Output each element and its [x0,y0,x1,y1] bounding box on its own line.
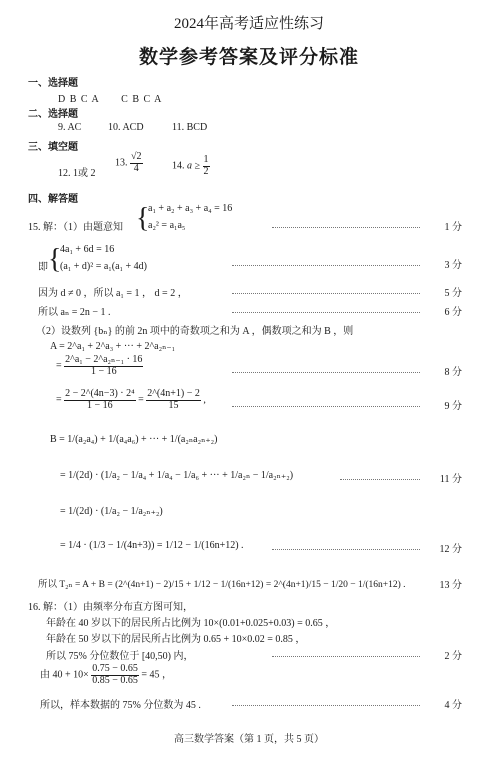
answer-10: 10. ACD [108,122,144,133]
document-title: 数学参考答案及评分标准 [138,47,359,68]
q15-system-2 [48,244,148,275]
leader-dots [232,265,420,266]
denominator: 15 [168,399,179,411]
brace-symbol: { [48,244,62,275]
score-mark: 8 分 [444,367,462,378]
score-mark: 4 分 [444,700,462,711]
q15-B-step1: = 1/(2d) · (1/a₂ − 1/a₄ + 1/a₄ − 1/a₆ + ··· + 1/a₂ₙ − 1/a₂ₙ₊₂) [60,470,294,481]
score-mark: 3 分 [444,260,462,271]
section-heading-fill: 三、填空题 [28,142,78,153]
answer-13-denominator: 4 [133,162,139,174]
q16-l4-suffix: = 45 ， [141,669,173,681]
q16-line-3: 所以 75% 分位数位于 [40,50) 内， [46,651,194,662]
numerator: 0.75 − 0.65 [92,663,138,674]
section-heading-choice: 一、选择题 [28,78,78,89]
score-mark: 13 分 [439,580,462,591]
q15-sys2-line1: 4a₁ + 6d = 16 [60,244,115,255]
q15-A-definition: A = 2^a₁ + 2^a₃ + ··· + 2^a₂ₙ₋₁ [50,341,176,352]
leader-dots [272,227,420,228]
leader-dots [232,372,420,373]
q15-T-result: 所以 T₂ₙ = A + B = (2^(4n+1) − 2)/15 + 1/12 − 1/(16n+12) = 2^(4n+1)/15 − 1/20 − 1/(16n+12) . [38,580,406,590]
brace-symbol: { [136,203,150,234]
score-mark: 12 分 [439,544,462,555]
fraction [64,355,143,377]
q15-B-definition: B = 1/(a₂a₄) + 1/(a₄a₆) + ··· + 1/(a₂ₙa₂ₙ₊₂) [50,434,218,445]
answer-13-fraction [130,152,143,174]
section-heading-solutions: 四、解答题 [28,194,78,205]
denominator: 1 − 16 [90,365,117,377]
leader-dots [232,312,420,313]
leader-dots [232,406,420,407]
leader-dots [232,293,420,294]
leader-dots [272,549,420,550]
answer-13-label: 13. [115,157,128,169]
answer-14-label: 14. [172,160,185,172]
score-mark: 9 分 [444,401,462,412]
fraction [64,389,135,411]
fraction [91,664,139,686]
denominator: 1 − 16 [87,399,113,411]
denominator: 0.85 − 0.65 [92,674,138,686]
q15-because: 因为 d ≠ 0 ，所以 a₁ = 1 ， d = 2 ， [38,288,188,299]
fraction [146,389,201,411]
score-mark: 2 分 [444,651,462,662]
leader-dots [232,705,420,706]
section-heading-multi-choice: 二、选择题 [28,109,78,120]
q15-A-step1: = $\frac{\text{2\textasciicircum{}a₁ − 2\textasciicircum{}a₂ₙ₋₁ · 16}}{1 - 16}$ [56,354,143,377]
leader-dots [272,656,420,657]
q16-line-4 [40,664,172,686]
score-mark: 6 分 [444,307,462,318]
q15-sys2-line2: (a₁ + d)² = a₁(a₁ + 4d) [60,261,148,272]
q15-part2-setup: （2）设数列 {bₙ} 的前 2n 项中的奇数项之和为 A ，偶数项之和为 B ，则 [36,326,354,337]
answer-14-fraction [203,155,210,177]
q16-line-1: 年龄在 40 岁以下的居民所占比例为 10×(0.01+0.025+0.03) = 0.65 ， [46,618,336,629]
numerator: 2^(4n+1) − 2 [147,388,200,399]
q16-line-2: 年龄在 50 岁以下的居民所占比例为 0.65 + 10×0.02 = 0.85 ， [46,634,306,645]
q15-sys1-line1: a₁ + a₂ + a₃ + a₄ = 16 [148,203,233,214]
q15-B-step2: = 1/(2d) · (1/a₂ − 1/a₂ₙ₊₂) [60,506,163,517]
answer-14-expr: a ≥ [187,160,200,172]
answer-11: 11. BCD [172,122,208,133]
numerator: 2 − 2^(4n−3) · 2⁴ [65,388,135,399]
q15-system-1 [136,203,233,234]
score-mark: 11 分 [439,474,462,485]
score-mark: 1 分 [444,222,462,233]
answer-13 [115,152,143,174]
numerator: 2^a₁ − 2^a₂ₙ₋₁ · 16 [65,354,143,365]
q15-sys2-prefix: 即 [38,262,48,273]
score-mark: 5 分 [444,288,462,299]
leader-dots [340,479,420,480]
q15-sys1-line2: a₂² = a₁a₅ [148,220,186,231]
answer-13-numerator: √2 [131,151,142,162]
answer-9: 9. AC [58,122,82,133]
q15-B-step3: = 1/4 · (1/3 − 1/(4n+3)) = 1/12 − 1/(16n+12) . [60,540,244,551]
page-footer: 高三数学答案（第 1 页，共 5 页） [174,734,324,745]
q15-intro: 15. 解：（1）由题意知 [28,222,123,233]
answer-14-numerator: 1 [203,154,209,165]
q16-l4-prefix: 由 40 + 10× [40,669,89,681]
answer-14-denominator: 2 [203,165,209,177]
q15-conclusion-an: 所以 aₙ = 2n − 1 . [38,307,111,318]
q16-line-5: 所以，样本数据的 75% 分位数为 45 . [40,700,201,711]
answer-14 [172,155,210,177]
document-subtitle: 2024年高考适应性练习 [173,16,324,32]
q16-intro: 16. 解：（1）由频率分布直方图可知， [28,602,193,613]
q15-A-step2: = $\frac{\text{2 − 2\textasciicircum{}(4n−3) · 2⁴}}{1 - 16}$ = $\frac{2\^{}(4n+1) - 2}{15}$ , [56,388,206,411]
answer-12: 12. 1或 2 [58,168,96,179]
choice-answers: D B C A C B C A [58,94,163,105]
